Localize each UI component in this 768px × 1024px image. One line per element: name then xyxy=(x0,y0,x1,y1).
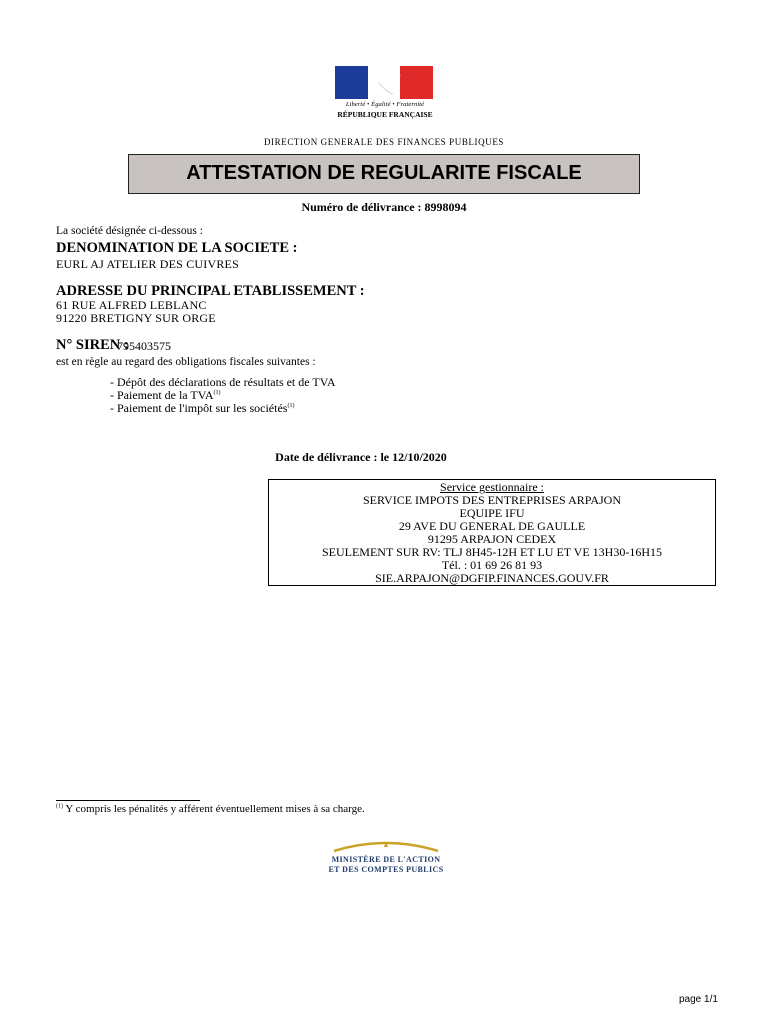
obligation-text: - Dépôt des déclarations de résultats et de TVA xyxy=(110,375,336,389)
numero-delivrance: Numéro de délivrance : 8998094 xyxy=(301,200,467,214)
page-title: ATTESTATION DE REGULARITE FISCALE xyxy=(186,162,582,184)
intro-text: La société désignée ci-dessous : xyxy=(56,225,203,237)
denomination-label: DENOMINATION DE LA SOCIETE : xyxy=(56,240,298,256)
footnote-ref: (1) xyxy=(213,390,221,396)
tricolor-flag-icon xyxy=(335,66,433,99)
ministere-line-2: ET DES COMPTES PUBLICS xyxy=(328,865,444,874)
service-label: Service gestionnaire : xyxy=(440,480,544,494)
service-line: EQUIPE IFU xyxy=(459,506,525,520)
service-box xyxy=(268,479,716,586)
adresse-line-2: 91220 BRETIGNY SUR ORGE xyxy=(56,311,216,325)
page-number: page 1/1 xyxy=(679,994,718,1005)
service-line: Tél. : 01 69 26 81 93 xyxy=(441,558,543,572)
footnote-ref: (1) xyxy=(287,403,295,409)
obligation-text: - Paiement de la TVA xyxy=(110,388,214,402)
logo-republique: RÉPUBLIQUE FRANÇAISE xyxy=(337,110,433,119)
service-line: 29 AVE DU GENERAL DE GAULLE xyxy=(398,519,586,533)
footnote-divider xyxy=(56,800,200,801)
title-banner xyxy=(128,154,640,194)
service-email: SIE.ARPAJON@DGFIP.FINANCES.GOUV.FR xyxy=(375,571,609,585)
service-line: 91295 ARPAJON CEDEX xyxy=(427,532,557,546)
footnote-mark: (1) xyxy=(56,803,63,810)
marianne-logo xyxy=(333,66,437,124)
service-line: SERVICE IMPOTS DES ENTREPRISES ARPAJON xyxy=(363,493,621,507)
siren-label: N° SIREN : xyxy=(56,337,129,353)
ministere-line-1: MINISTÈRE DE L'ACTION xyxy=(331,855,441,864)
footnote xyxy=(56,803,365,815)
denomination-value: EURL AJ ATELIER DES CUIVRES xyxy=(56,257,239,271)
ministere-logo xyxy=(316,838,456,878)
direction-heading: DIRECTION GENERALE DES FINANCES PUBLIQUES xyxy=(263,137,505,147)
siren-value: 795403575 xyxy=(117,339,171,353)
service-line: SEULEMENT SUR RV: TLJ 8H45-12H ET LU ET VE 13H30-16H15 xyxy=(321,545,663,559)
adresse-label: ADRESSE DU PRINCIPAL ETABLISSEMENT : xyxy=(56,283,365,299)
regle-text: est en règle au regard des obligations fiscales suivantes : xyxy=(56,356,316,368)
adresse-line-1: 61 RUE ALFRED LEBLANC xyxy=(56,298,207,312)
logo-motto: Liberté • Égalité • Fraternité xyxy=(345,101,425,108)
obligation-item xyxy=(110,401,294,416)
arc-emblem-icon xyxy=(316,838,456,856)
footnote-text: Y compris les pénalités y afférent éventuellement mises à sa charge. xyxy=(63,803,365,815)
obligation-text: - Paiement de l'impôt sur les sociétés xyxy=(110,401,288,415)
date-delivrance: Date de délivrance : le 12/10/2020 xyxy=(275,450,447,464)
